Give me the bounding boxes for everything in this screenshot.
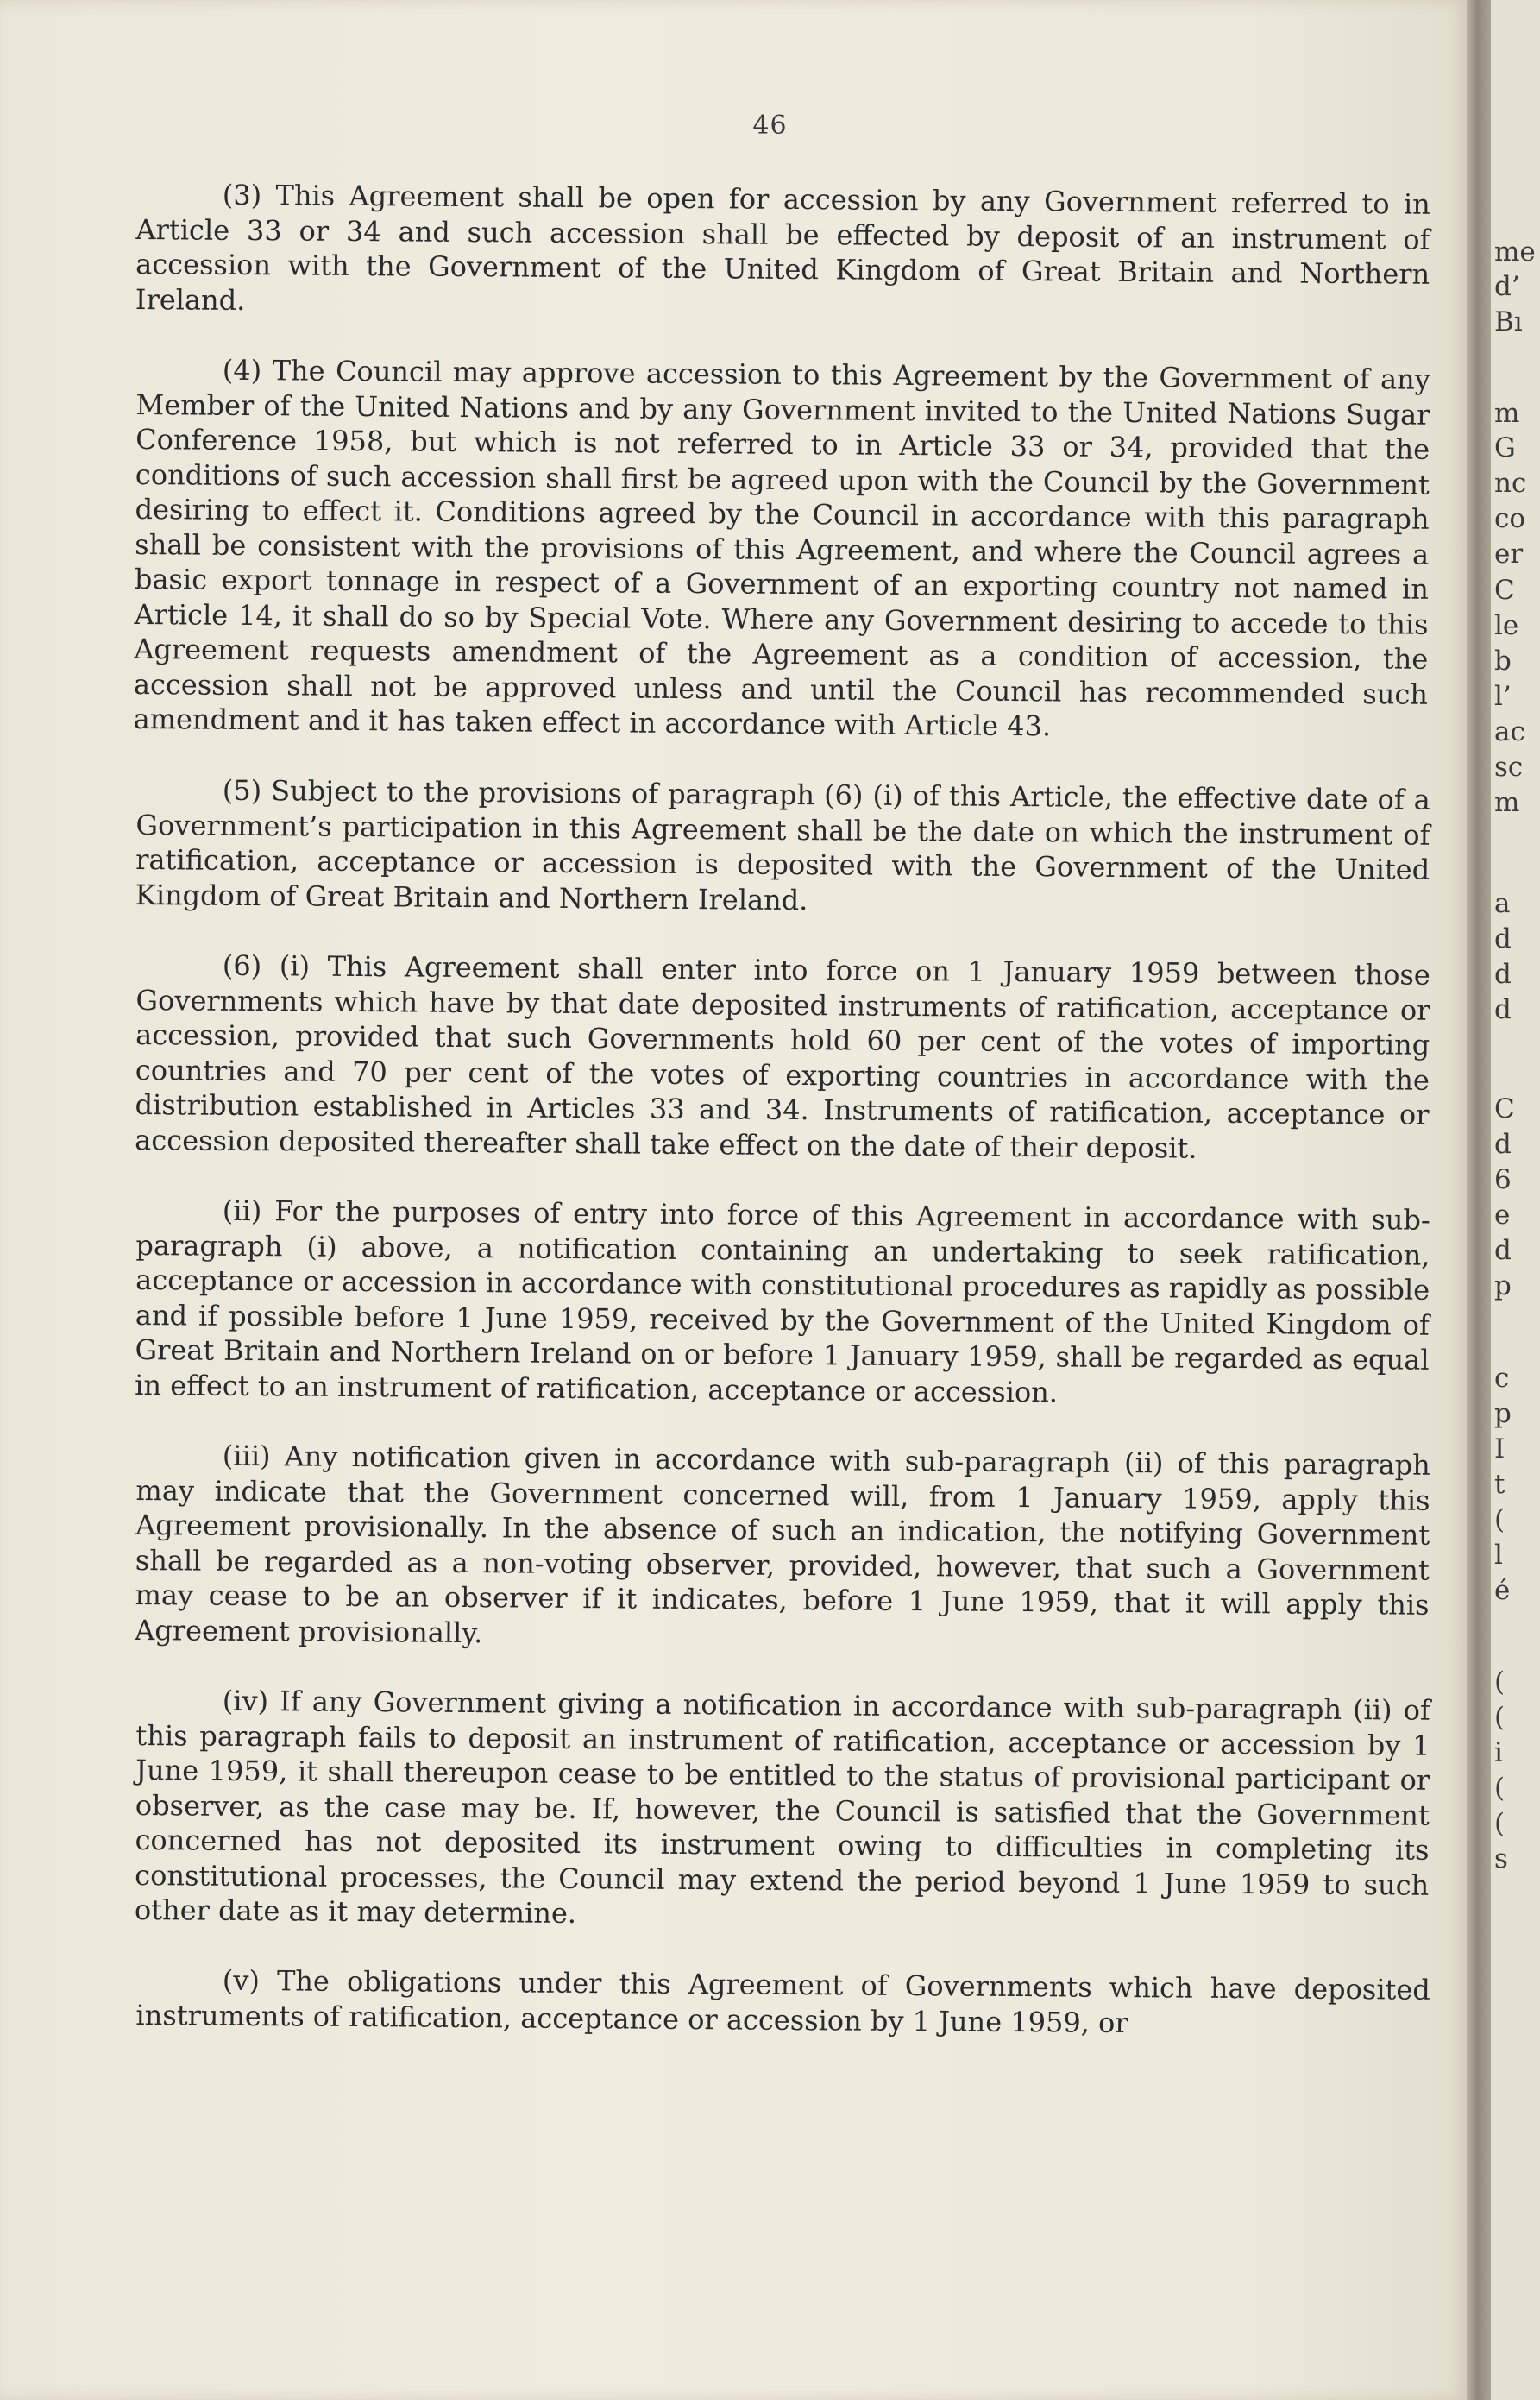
adjacent-fragment: a — [1494, 888, 1511, 919]
paragraph-6v-obligations: (v) The obligations under this Agreement of Governments which have deposited instruments of ratification, acceptance or accession by 1 June 1959, or — [135, 1963, 1430, 2039]
adjacent-fragment: é — [1494, 1575, 1511, 1606]
adjacent-fragment: e — [1494, 1200, 1511, 1231]
paragraph-4-council-approval: (4) The Council may approve accession to this Agreement by the Government of any Member of the United Nations and by any Government invited to the United Nations Sugar Conference 1958, but which is not referred to in Article 33 or 34, provided that the conditions of such accession shall first be agreed upon with the Council by the Government desiring to effect it. Conditions agreed by the Council in accordance with this paragraph shall be consistent with the provisions of this Agreement, and where the Council agrees a basic export tonnage in respect of a Government of an exporting country not named in Article 14, it shall do so by Special Vote. Where any Government desiring to accede to this Agreement requests amendment of the Agreement as a condition of accession, the accession shall not be approved unless and until the Council has recommended such amendment and it has taken effect in accordance with Article 43. — [133, 353, 1430, 743]
adjacent-fragment: b — [1494, 646, 1512, 677]
adjacent-fragment: 6 — [1494, 1164, 1512, 1195]
adjacent-fragment: ( — [1494, 1666, 1505, 1698]
adjacent-fragment: er — [1494, 539, 1524, 570]
adjacent-fragment: m — [1494, 787, 1520, 818]
adjacent-fragment: d — [1494, 1235, 1512, 1266]
adjacent-fragment: le — [1494, 610, 1519, 641]
adjacent-fragment: G — [1494, 432, 1516, 463]
paragraph-6iii-provisional-application: (iii) Any notification given in accordance with sub-paragraph (ii) of this paragraph may indicate that the Government concerned will, from 1 January 1959, apply this Agreement provisionally. In the absence of such an indication, the notifying Government shall be regarded as a non-voting observer, provided, however, that such a Government may cease to be an observer if it indicates, before 1 June 1959, that it will apply this Agreement provisionally. — [135, 1439, 1430, 1649]
adjacent-fragment: ( — [1494, 1702, 1505, 1733]
adjacent-fragment: c — [1494, 1363, 1510, 1394]
page-number: 46 — [752, 110, 788, 141]
paragraph-5-effective-date: (5) Subject to the provisions of paragraph (6) (i) of this Article, the effective date of a Government’s participation in this Agreement shall be the date on which the instrument of ratification, acceptance or accession is deposited with the Government of the United Kingdom of Great Britain and Northern Ireland. — [135, 773, 1430, 917]
paragraph-6iv-failure-to-deposit: (iv) If any Government giving a notification in accordance with sub-paragraph (ii) of this paragraph fails to deposit an instrument of ratification, acceptance or accession by 1 June 1959, it shall thereupon cease to be entitled to the status of provisional participant or observer, as the case may be. If, however, the Council is satisfied that the Government concerned has not deposited its instrument owing to difficulties in completing its constitutional processes, the Council may extend the period beyond 1 June 1959 to such other date as it may determine. — [134, 1684, 1430, 1930]
adjacent-fragment: co — [1494, 503, 1526, 534]
adjacent-fragment: d’ — [1494, 271, 1520, 302]
adjacent-fragment: ac — [1494, 716, 1525, 747]
adjacent-fragment: ( — [1494, 1808, 1505, 1839]
adjacent-fragment: d — [1494, 994, 1512, 1025]
adjacent-fragment: i — [1494, 1737, 1503, 1768]
adjacent-fragment: l — [1494, 1540, 1503, 1571]
paragraph-6i-entry-into-force: (6) (i) This Agreement shall enter into force on 1 January 1959 between those Governments which have by that date deposited instruments of ratification, acceptance or accession, provided that such Governments hold 60 per cent of the votes of importing countries and 70 per cent of the votes of exporting countries in accordance with the distribution established in Articles 33 and 34. Instruments of ratification, acceptance or accession deposited thereafter shall take effect on the date of their deposit. — [135, 948, 1430, 1164]
adjacent-fragment: t — [1494, 1469, 1505, 1500]
page-body — [133, 177, 1430, 2065]
paragraph-3-accession: (3) This Agreement shall be open for accession by any Government referred to in Article 33 or 34 and such accession shall be effected by deposit of an instrument of accession with the Government of the United Kingdom of Great Britain and Northern Ireland. — [135, 178, 1430, 317]
adjacent-fragment: d — [1494, 923, 1512, 954]
adjacent-fragment: l’ — [1494, 681, 1512, 712]
book-gutter — [1467, 0, 1491, 2400]
adjacent-fragment: C — [1494, 1093, 1515, 1124]
adjacent-fragment: p — [1494, 1270, 1512, 1301]
adjacent-fragment: Bı — [1494, 306, 1523, 337]
adjacent-fragment: ( — [1494, 1773, 1505, 1804]
adjacent-page-edge — [1491, 0, 1540, 2400]
adjacent-fragment: s — [1494, 1843, 1508, 1874]
adjacent-fragment: ( — [1494, 1504, 1505, 1535]
adjacent-fragment: C — [1494, 575, 1515, 606]
paragraph-6ii-notification: (ii) For the purposes of entry into force of this Agreement in accordance with sub-paragraph (i) above, a notification containing an undertaking to seek ratification, acceptance or accession in accordance with constitutional procedures as rapidly as possible and if possible before 1 June 1959, received by the Government of the United Kingdom of Great Britain and Northern Ireland on or before 1 January 1959, shall be regarded as equal in effect to an instrument of ratification, acceptance or accession. — [135, 1194, 1430, 1408]
adjacent-fragment: me — [1494, 236, 1536, 268]
adjacent-fragment: p — [1494, 1398, 1512, 1429]
adjacent-fragment: m — [1494, 398, 1520, 429]
adjacent-fragment: d — [1494, 959, 1512, 990]
adjacent-fragment: nc — [1494, 468, 1527, 499]
adjacent-fragment: sc — [1494, 752, 1524, 783]
adjacent-fragment: d — [1494, 1129, 1512, 1160]
adjacent-fragment: I — [1494, 1433, 1505, 1465]
